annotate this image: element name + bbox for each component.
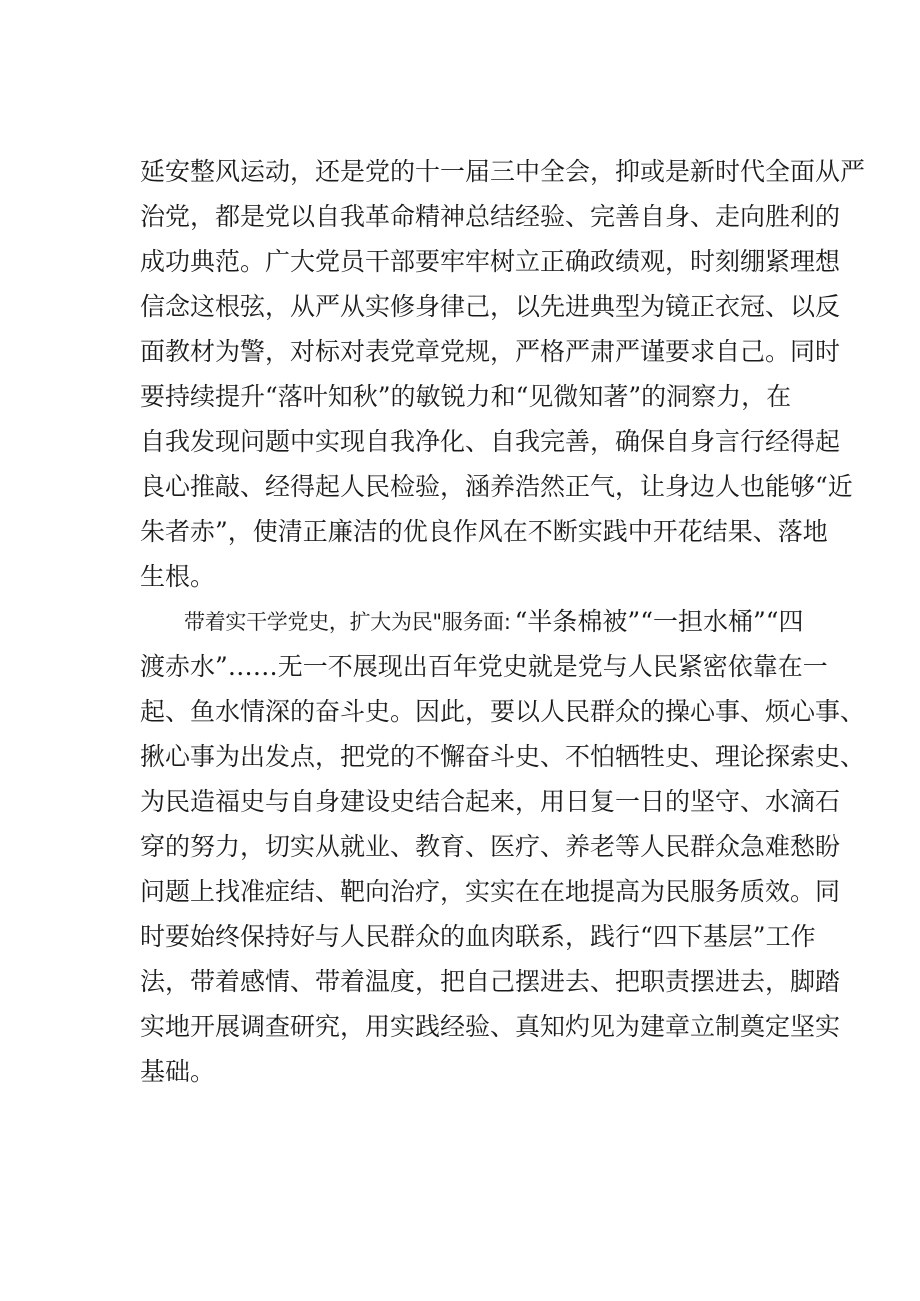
paragraph-1-line-1: 延安整风运动，还是党的十一届三中全会，抑或是新时代全面从严 [140,157,866,186]
paragraph-2-line-3: 起、鱼水情深的奋斗史。因此，要以人民群众的操心事、烦心事、 [140,697,866,726]
paragraph-2-line-6: 穿的努力，切实从就业、教育、医疗、养老等人民群众急难愁盼 [140,832,841,861]
paragraph-2-line-5: 为民造福史与自身建设史结合起来，用日复一日的坚守、水滴石 [140,787,841,816]
paragraph-2-first-line-rest: “半条棉被”“一担水桶”“四 [514,607,804,636]
paragraph-2-line-2: 渡赤水”……无一不展现出百年党史就是党与人民紧密依靠在一 [140,652,828,681]
paragraph-2-line-4: 揪心事为出发点，把党的不懈奋斗史、不怕牺牲史、理论探索史、 [140,742,866,771]
paragraph-2-line-11: 基础。 [140,1057,216,1086]
paragraph-2-line-9: 法，带着感情、带着温度，把自己摆进去、把职责摆进去，脚踏 [140,967,841,996]
paragraph-1-line-2: 治党，都是党以自我革命精神总结经验、完善自身、走向胜利的 [140,202,841,231]
paragraph-2-heading: 带着实干学党史，扩大为民"服务面: [184,610,511,634]
paragraph-1-line-3: 成功典范。广大党员干部要牢牢树立正确政绩观，时刻绷紧理想 [140,247,841,276]
paragraph-1-line-10: 生根。 [140,562,216,591]
paragraph-1-line-6: 要持续提升“落叶知秋”的敏锐力和“见微知著”的洞察力，在 [140,382,792,411]
paragraph-1-line-8: 良心推敲、经得起人民检验，涵养浩然正气，让身边人也能够“近 [140,472,853,501]
paragraph-1-line-7: 自我发现问题中实现自我净化、自我完善，确保自身言行经得起 [140,427,841,456]
paragraph-1-line-4: 信念这根弦，从严从实修身律己，以先进典型为镜正衣冠、以反 [140,292,841,321]
paragraph-2-line-10: 实地开展调查研究，用实践经验、真知灼见为建章立制奠定坚实 [140,1012,841,1041]
paragraph-2-line-1 [184,604,804,640]
paragraph-1-line-9: 朱者赤”，使清正廉洁的优良作风在不断实践中开花结果、落地 [140,517,828,546]
paragraph-1-line-5: 面教材为警，对标对表党章党规，严格严肃严谨要求自己。同时 [140,337,841,366]
paragraph-2-line-7: 问题上找准症结、靶向治疗，实实在在地提高为民服务质效。同 [140,877,841,906]
paragraph-2-line-8: 时要始终保持好与人民群众的血肉联系，践行“四下基层”工作 [140,922,816,951]
